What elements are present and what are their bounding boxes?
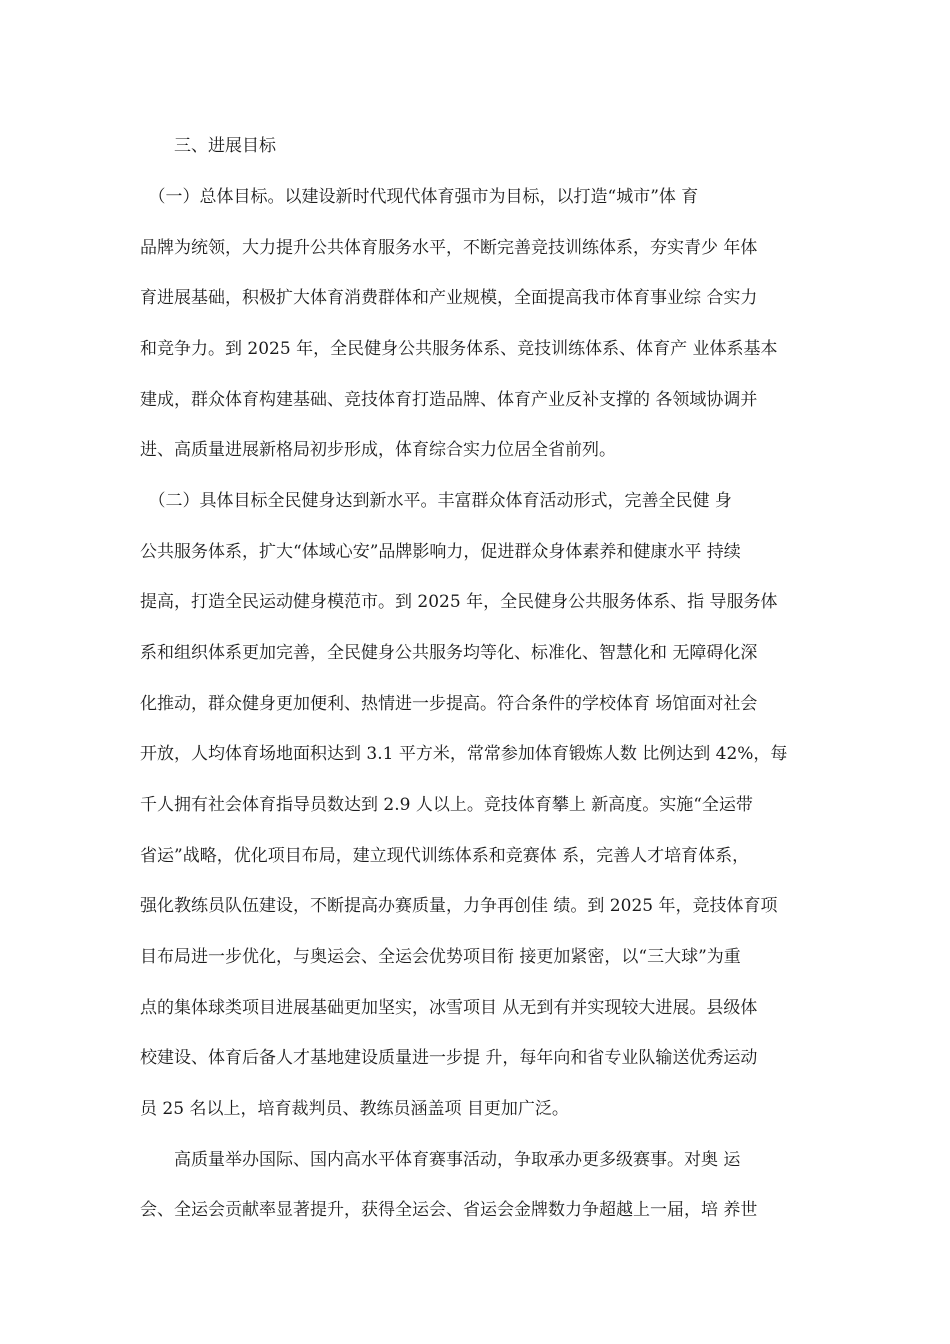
paragraph-line: 建成，群众体育构建基础、竞技体育打造品牌、体育产业反补支撑的 各领域协调并 — [140, 390, 758, 410]
paragraph-line: 公共服务体系，扩大“体域心安”品牌影响力，促进群众身体素养和健康水平 持续 — [140, 542, 741, 562]
section-heading: 三、进展目标 — [140, 136, 276, 156]
paragraph-line: 进、高质量进展新格局初步形成，体育综合实力位居全省前列。 — [140, 440, 616, 460]
paragraph-line: 员 25 名以上，培育裁判员、教练员涵盖项 目更加广泛。 — [140, 1099, 569, 1119]
paragraph-line: （一）总体目标。以建设新时代现代体育强市为目标，以打造“城市”体 育 — [140, 187, 699, 207]
paragraph-line: 会、全运会贡献率显著提升，获得全运会、省运会金牌数力争超越上一届，培 养世 — [140, 1200, 758, 1220]
paragraph-line: 开放，人均体育场地面积达到 3.1 平方米，常常参加体育锻炼人数 比例达到 42%，每 — [140, 744, 788, 764]
paragraph-line: 点的集体球类项目进展基础更加坚实，冰雪项目 从无到有并实现较大进展。县级体 — [140, 998, 758, 1018]
paragraph-line: 育进展基础，积极扩大体育消费群体和产业规模，全面提高我市体育事业综 合实力 — [140, 288, 758, 308]
paragraph-line: 和竞争力。到 2025 年，全民健身公共服务体系、竞技训练体系、体育产 业体系基本 — [140, 339, 778, 359]
paragraph-line: 强化教练员队伍建设，不断提高办赛质量，力争再创佳 绩。到 2025 年，竞技体育项 — [140, 896, 778, 916]
paragraph-line: （二）具体目标全民健身达到新水平。丰富群众体育活动形式，完善全民健 身 — [140, 491, 732, 511]
paragraph-line: 高质量举办国际、国内高水平体育赛事活动，争取承办更多级赛事。对奥 运 — [140, 1150, 741, 1170]
paragraph-line: 省运”战略，优化项目布局，建立现代训练体系和竞赛体 系，完善人才培育体系， — [140, 846, 750, 866]
paragraph-line: 千人拥有社会体育指导员数达到 2.9 人以上。竞技体育攀上 新高度。实施“全运带 — [140, 795, 753, 815]
paragraph-line: 系和组织体系更加完善，全民健身公共服务均等化、标准化、智慧化和 无障碍化深 — [140, 643, 758, 663]
paragraph-line: 校建设、体育后备人才基地建设质量进一步提 升，每年向和省专业队输送优秀运动 — [140, 1048, 758, 1068]
paragraph-line: 品牌为统领，大力提升公共体育服务水平，不断完善竞技训练体系，夯实青少 年体 — [140, 238, 758, 258]
paragraph-line: 提高，打造全民运动健身模范市。到 2025 年，全民健身公共服务体系、指 导服务体 — [140, 592, 778, 612]
paragraph-line: 化推动，群众健身更加便利、热情进一步提高。符合条件的学校体育 场馆面对社会 — [140, 694, 758, 714]
paragraph-line: 目布局进一步优化，与奥运会、全运会优势项目衔 接更加紧密，以“三大球”为重 — [140, 947, 741, 967]
